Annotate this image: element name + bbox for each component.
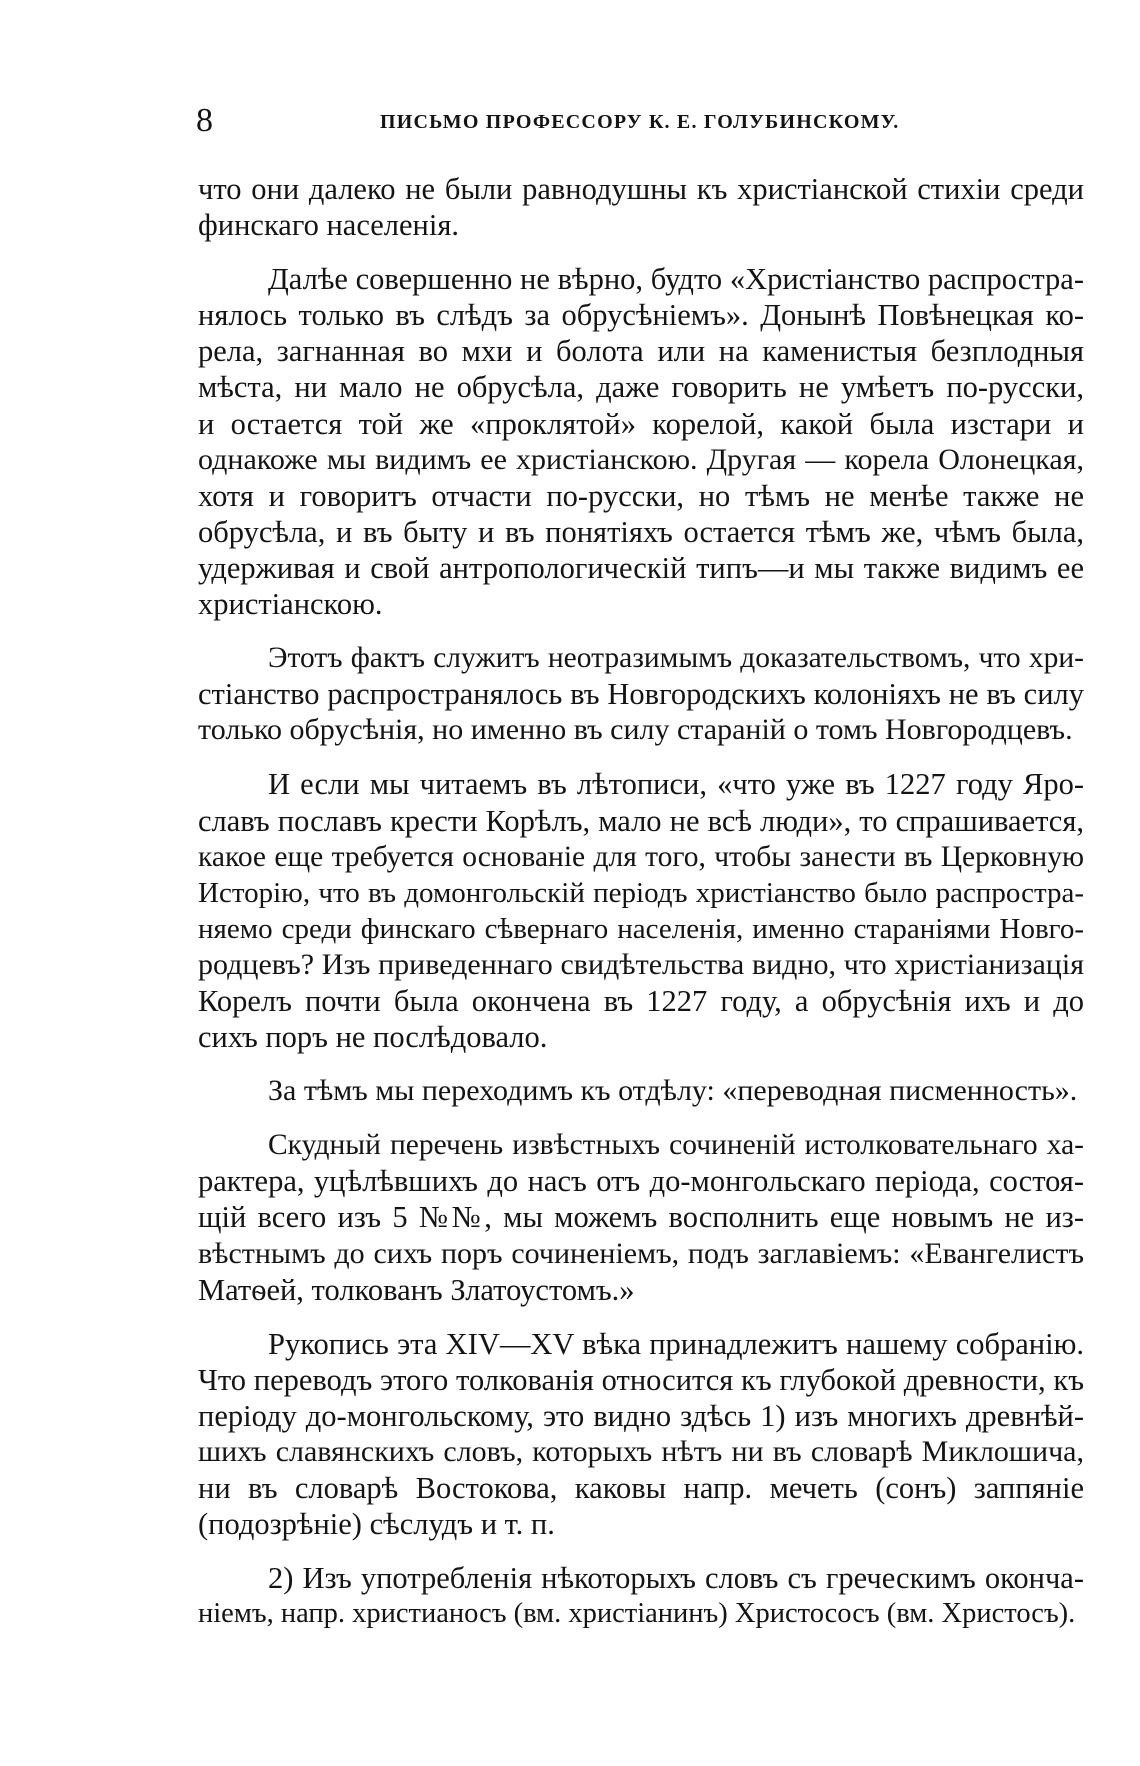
text-line: ніемъ, напр. христианосъ (вм. христіанинъ) Христососъ (вм. Христосъ). [198, 1598, 1076, 1630]
text-line: рактера, уцѣлѣвшихъ до насъ отъ до-монгольскаго періода, состоя- [198, 1164, 1084, 1199]
text-line: За тѣмъ мы переходимъ къ отдѣлу: «переводная писменность». [268, 1074, 1078, 1108]
text-line: вѣстнымъ до сихъ поръ сочиненіемъ, подъ заглавіемъ: «Евангелистъ [198, 1236, 1084, 1270]
text-line: однакоже мы видимъ ее христіанскою. Другая — корела Олонецкая, [198, 442, 1084, 476]
text-line: (подозрѣніе) сѣслудъ и т. п. [198, 1507, 555, 1542]
text-line: періоду до-монгольскому, это видно здѣсь 1) изъ многихъ древнѣй- [198, 1398, 1084, 1433]
paragraph [198, 1073, 1084, 1109]
paragraph [198, 766, 1084, 1055]
page-number: 8 [196, 102, 213, 139]
text-line: хотя и говоритъ отчасти по-русски, но тѣмъ не менѣе также не [198, 478, 1084, 513]
text-line: Скудный перечень извѣстныхъ сочиненій истолковательнаго ха- [268, 1129, 1084, 1162]
running-title: ПИСЬМО ПРОФЕССОРУ К. Е. ГОЛУБИНСКОМУ. [380, 111, 900, 133]
text-line: сихъ поръ не послѣдовало. [198, 1020, 548, 1055]
text-line: обрусѣла, и въ быту и въ понятіяхъ остается тѣмъ же, чѣмъ была, [198, 514, 1084, 549]
text-line: мѣста, ни мало не обрусѣла, даже говорить не умѣетъ по-русски, [198, 370, 1084, 405]
text-line: Корелъ почти была окончена въ 1227 году, а обрусѣнія ихъ и до [198, 983, 1084, 1018]
paragraph [198, 1127, 1084, 1307]
text-line: финскаго населенія. [198, 208, 459, 243]
text-line: славъ пославъ крести Корѣлъ, мало не всѣ люди», то спрашивается, [198, 803, 1084, 838]
text-line: рела, загнанная во мхи и болота или на каменистыя безплодныя [198, 334, 1084, 369]
text-line: нялось только въ слѣдъ за обрусѣніемъ». Донынѣ Повѣнецкая ко- [198, 298, 1084, 333]
text-line: И если мы читаемъ въ лѣтописи, «что уже въ 1227 году Яро- [268, 767, 1084, 802]
paragraph [198, 640, 1084, 748]
text-line: Исторію, что въ домонгольскій періодъ христіанство было распростра- [198, 876, 1084, 909]
text-line: Далѣе совершенно не вѣрно, будто «Христіанство распростра- [268, 262, 1084, 297]
text-line: Этотъ фактъ служитъ неотразимымъ доказательствомъ, что хри- [268, 642, 1084, 675]
text-line: няемо среди финскаго сѣвернаго населенія, именно стараніями Новго- [198, 912, 1084, 945]
paragraph [198, 171, 1084, 243]
paragraph [198, 1560, 1084, 1632]
text-line: стіанство распространялось въ Новгородскихъ колоніяхъ не въ силу [198, 677, 1084, 712]
text-line: удерживая и свой антропологическій типъ—и мы также видимъ ее [198, 550, 1084, 585]
text-line: 2) Изъ употребленія нѣкоторыхъ словъ съ греческимъ оконча- [268, 1561, 1084, 1596]
text-line: ни въ словарѣ Востокова, каковы напр. мечеть (сонъ) заппяніе [198, 1471, 1084, 1506]
text-line: Что переводъ этого толкованія относится къ глубокой древности, къ [198, 1362, 1084, 1397]
text-line: христіанскою. [198, 587, 383, 622]
text-line: Рукопись эта XIV—XV вѣка принадлежитъ нашему собранію. [268, 1326, 1084, 1361]
paragraph [198, 261, 1084, 622]
paragraph [198, 1326, 1084, 1543]
text-line: родцевъ? Изъ приведеннаго свидѣтельства видно, что христіанизація [198, 947, 1084, 981]
body-text [198, 171, 1084, 1632]
text-line: шихъ славянскихъ словъ, которыхъ нѣтъ ни въ словарѣ Миклошича, [198, 1435, 1084, 1468]
text-line: что они далеко не были равнодушны къ христіанской стихіи среди [198, 172, 1084, 206]
text-line: щій всего изъ 5 №№, мы можемъ восполнить еще новымъ не из- [198, 1200, 1084, 1235]
text-line: только обрусѣнія, но именно въ силу стараній о томъ Новгородцевъ. [198, 713, 1073, 747]
text-line: какое еще требуется основаніе для того, чтобы занести въ Церковную [198, 840, 1084, 873]
text-line: и остается той же «проклятой» корелой, какой была изстари и [198, 406, 1084, 441]
text-line: Матѳей, толкованъ Златоустомъ.» [198, 1272, 635, 1307]
